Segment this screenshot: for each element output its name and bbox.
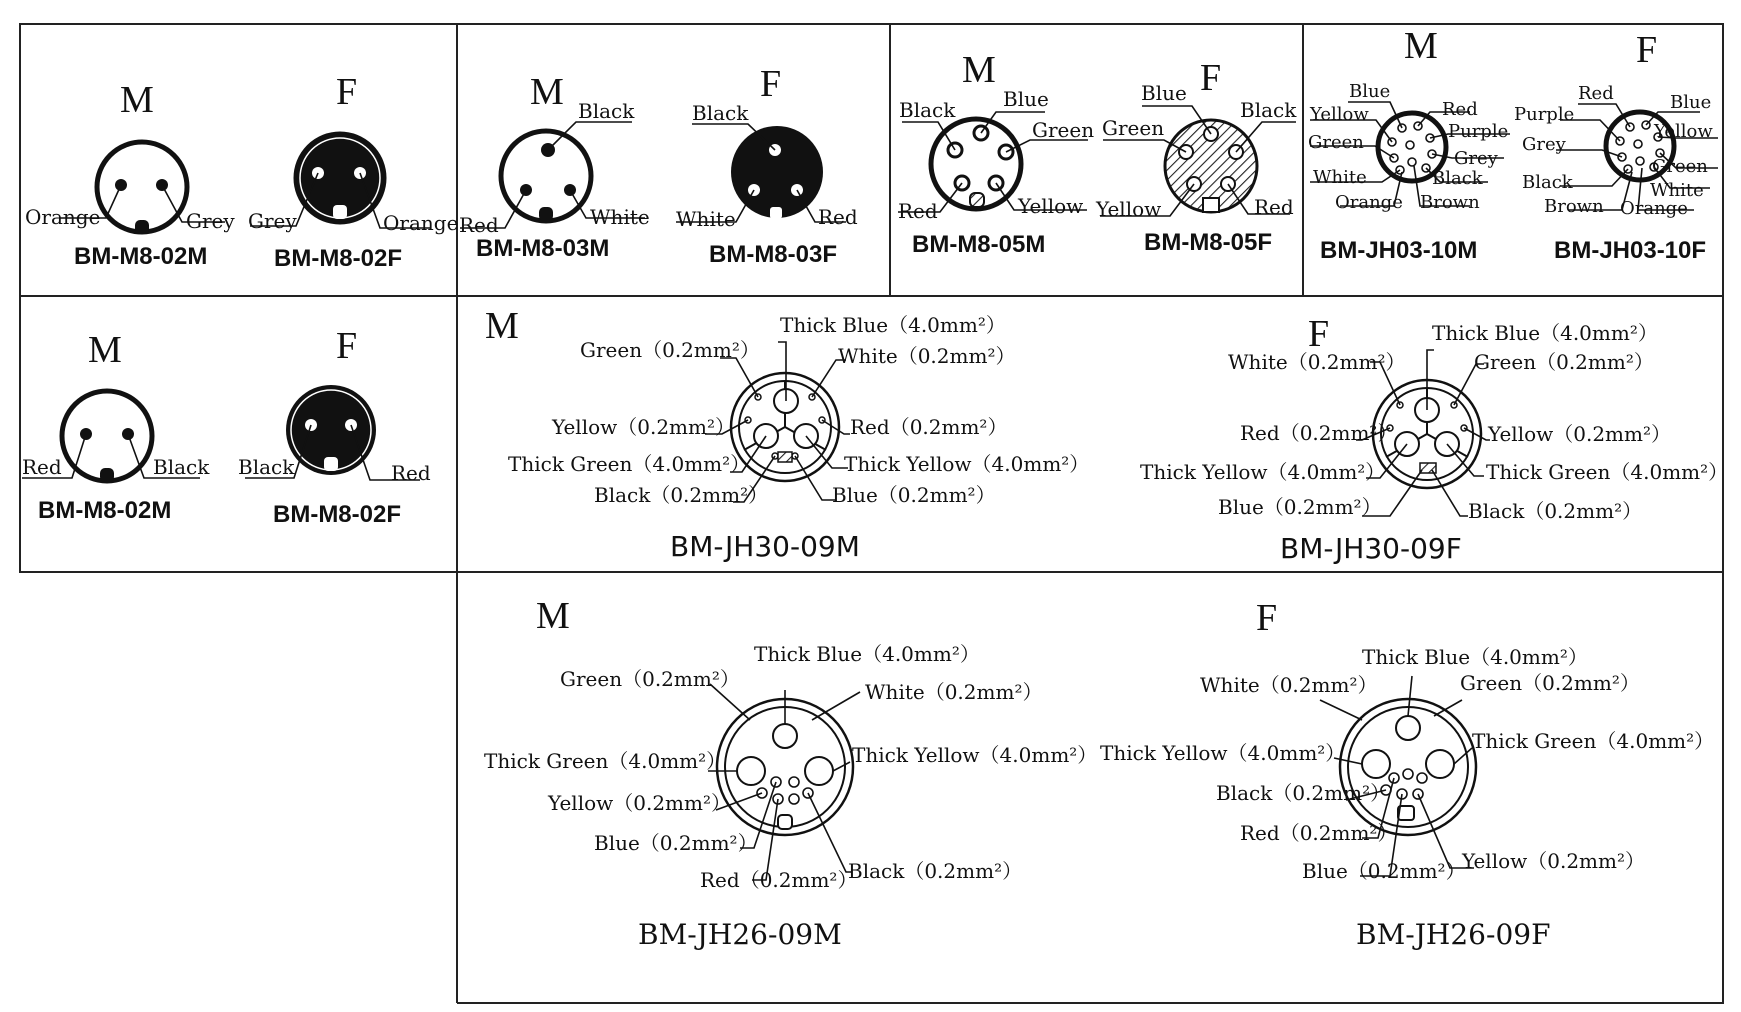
model-number: BM-JH03-10M	[1320, 237, 1478, 264]
wire-label-red: Red（0.2mm²）	[700, 868, 858, 892]
wire-label-thick-yellow: Thick Yellow（4.0mm²）	[844, 452, 1090, 476]
model-number: BM-M8-02F	[273, 501, 402, 528]
wire-label-white: White（0.2mm²）	[838, 344, 1016, 368]
wire-label-grey: Grey	[186, 209, 235, 233]
wire-label-green: Green	[1032, 118, 1095, 142]
wire-label-white: White	[590, 205, 650, 229]
wire-label-red: Red	[391, 461, 431, 485]
wire-label-red: Red	[898, 199, 938, 223]
panel-bm-m8-03	[459, 63, 858, 268]
panel-bm-m8-02-red-black	[22, 325, 431, 528]
wire-label-black: Black	[899, 98, 956, 122]
wire-label-orange: Orange	[1620, 198, 1688, 219]
wire-label-green: Green（0.2mm²）	[1474, 350, 1654, 374]
model-number: BM-M8-02M	[74, 243, 208, 270]
wire-label-orange: Orange	[383, 211, 459, 235]
wire-label-orange: Orange	[25, 205, 101, 229]
wire-label-red: Red	[1254, 195, 1294, 219]
model-number: BM-M8-05F	[1144, 229, 1273, 256]
wire-label-blue: Blue	[1141, 81, 1187, 105]
wire-label-grey: Grey	[1454, 148, 1498, 169]
wire-label-yellow: Yellow（0.2mm²）	[1462, 849, 1646, 873]
wire-label-thick-yellow: Thick Yellow（4.0mm²）	[1100, 741, 1346, 765]
wire-label-red: Red（0.2mm²）	[1240, 421, 1398, 445]
male-connector-face	[97, 142, 187, 234]
wire-label-white: White	[1313, 167, 1367, 188]
model-number: BM-JH26-09M	[638, 918, 842, 951]
wire-label-blue: Blue	[1670, 92, 1712, 113]
wire-label-red: Red	[22, 455, 62, 479]
panel-bm-jh30-09	[485, 305, 1728, 565]
male-connector-face	[501, 131, 591, 221]
wire-label-black: Black（0.2mm²）	[594, 483, 769, 507]
wire-label-black: Black	[692, 101, 749, 125]
wire-label-white: White（0.2mm²）	[1200, 673, 1378, 697]
male-label: M	[536, 595, 570, 637]
wire-label-red: Red（0.2mm²）	[1240, 821, 1398, 845]
wire-label-thick-blue: Thick Blue（4.0mm²）	[1432, 321, 1658, 345]
panel-bm-jh03-10	[1308, 25, 1718, 264]
model-number: BM-JH30-09F	[1280, 532, 1462, 565]
wire-label-black: Black	[1522, 172, 1573, 193]
wire-label-green: Green（0.2mm²）	[560, 667, 740, 691]
wire-label-red: Red	[1578, 83, 1614, 104]
female-label: F	[1636, 29, 1658, 71]
male-label: M	[88, 329, 122, 371]
male-label: M	[485, 305, 519, 347]
wire-label-red: Red	[818, 205, 858, 229]
wire-label-yellow: Yellow	[1310, 104, 1369, 125]
wire-label-green: Green（0.2mm²）	[1460, 671, 1640, 695]
wire-label-black: Black（0.2mm²）	[848, 859, 1023, 883]
wire-label-blue: Blue	[1349, 81, 1391, 102]
wire-label-brown: Brown	[1544, 196, 1604, 217]
wire-label-black: Black（0.2mm²）	[1468, 499, 1643, 523]
female-label: F	[760, 63, 782, 105]
wire-label-white: White（0.2mm²）	[865, 680, 1043, 704]
wire-label-yellow: Yellow	[1096, 197, 1162, 221]
wire-label-thick-yellow: Thick Yellow（4.0mm²）	[1140, 460, 1386, 484]
model-number: BM-M8-02M	[38, 497, 172, 524]
panel-bm-m8-02-orange-grey	[25, 71, 458, 272]
female-label: F	[336, 325, 358, 367]
male-label: M	[1404, 25, 1438, 67]
wire-label-thick-green: Thick Green（4.0mm²）	[484, 749, 727, 773]
wire-label-yellow: Yellow	[1654, 121, 1713, 142]
male-label: M	[530, 71, 564, 113]
model-number: BM-M8-03M	[476, 235, 610, 262]
wire-label-thick-green: Thick Green（4.0mm²）	[1486, 460, 1729, 484]
wire-label-yellow: Yellow（0.2mm²）	[1488, 422, 1672, 446]
wire-label-blue: Blue（0.2mm²）	[1302, 859, 1466, 883]
wire-label-blue: Blue（0.2mm²）	[594, 831, 758, 855]
wire-label-thick-blue: Thick Blue（4.0mm²）	[1362, 645, 1588, 669]
wire-label-blue: Blue	[1003, 87, 1049, 111]
wire-label-purple: Purple	[1514, 104, 1575, 125]
model-number: BM-JH03-10F	[1554, 237, 1707, 264]
female-label: F	[1200, 57, 1222, 99]
wire-label-red: Red（0.2mm²）	[850, 415, 1008, 439]
female-label: F	[1256, 597, 1278, 639]
wire-label-black: Black	[1240, 98, 1297, 122]
wire-label-thick-blue: Thick Blue（4.0mm²）	[780, 313, 1006, 337]
model-number: BM-M8-03F	[709, 241, 838, 268]
wire-label-green: Green	[1308, 132, 1364, 153]
wire-label-white: White	[1650, 180, 1704, 201]
wire-label-white: White	[676, 207, 736, 231]
wire-label-black: Black	[1432, 168, 1483, 189]
wire-label-black: Black	[238, 455, 295, 479]
wire-label-grey: Grey	[248, 209, 297, 233]
wire-label-grey: Grey	[1522, 134, 1566, 155]
wire-label-purple: Purple	[1448, 121, 1509, 142]
female-label: F	[336, 71, 358, 113]
wire-label-red: Red	[459, 213, 499, 237]
female-connector-face	[295, 133, 385, 223]
wire-label-green: Green	[1102, 116, 1165, 140]
model-number: BM-JH26-09F	[1356, 918, 1551, 951]
wire-label-orange: Orange	[1335, 192, 1403, 213]
wire-label-yellow: Yellow	[1018, 194, 1084, 218]
wire-label-black: Black	[578, 99, 635, 123]
wire-label-thick-blue: Thick Blue（4.0mm²）	[754, 642, 980, 666]
wire-label-blue: Blue（0.2mm²）	[1218, 495, 1382, 519]
male-label: M	[120, 79, 154, 121]
panel-bm-m8-05	[898, 49, 1297, 258]
wire-label-white: White（0.2mm²）	[1228, 350, 1406, 374]
wire-label-yellow: Yellow（0.2mm²）	[552, 415, 736, 439]
wire-label-green: Green（0.2mm²）	[580, 338, 760, 362]
panel-bm-jh26-09	[484, 595, 1714, 951]
wire-label-brown: Brown	[1420, 192, 1480, 213]
male-label: M	[962, 49, 996, 91]
wire-label-blue: Blue（0.2mm²）	[832, 483, 996, 507]
wire-label-thick-green: Thick Green（4.0mm²）	[1472, 729, 1715, 753]
wire-label-thick-green: Thick Green（4.0mm²）	[508, 452, 751, 476]
model-number: BM-M8-05M	[912, 231, 1046, 258]
wire-label-black: Black	[153, 455, 210, 479]
wire-label-green: Green	[1652, 156, 1708, 177]
wire-label-yellow: Yellow（0.2mm²）	[548, 791, 732, 815]
female-label: F	[1308, 313, 1330, 355]
wire-label-black: Black（0.2mm²）	[1216, 781, 1391, 805]
wire-label-thick-yellow: Thick Yellow（4.0mm²）	[852, 743, 1098, 767]
model-number: BM-M8-02F	[274, 245, 403, 272]
model-number: BM-JH30-09M	[670, 530, 860, 563]
wire-label-red: Red	[1442, 99, 1478, 120]
